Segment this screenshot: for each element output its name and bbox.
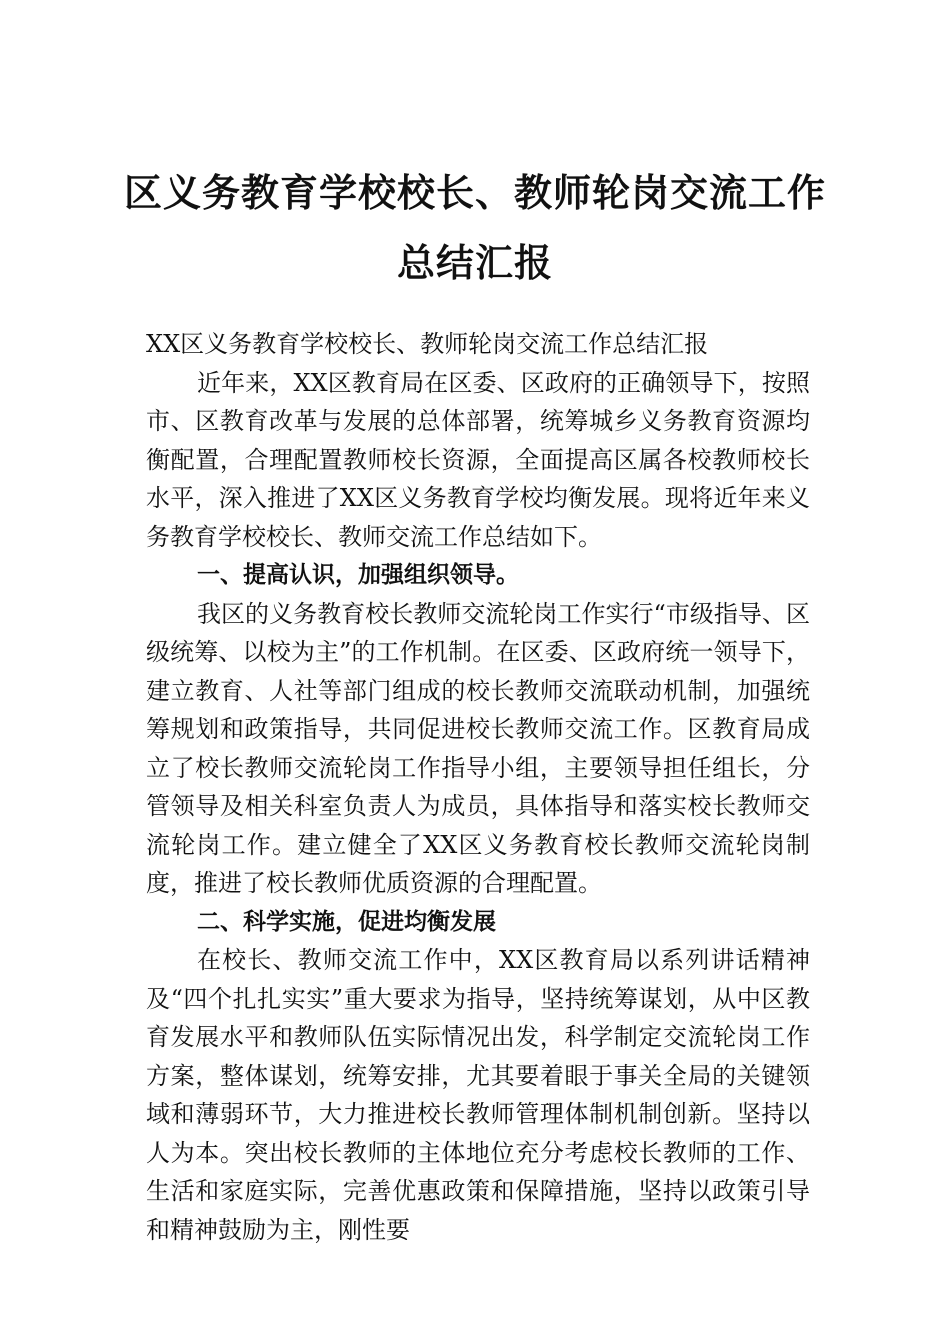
- section-heading-1: 一、提高认识，加强组织领导。: [197, 562, 519, 588]
- section-1-paragraph: 我区的义务教育校长教师交流轮岗工作实行“市级指导、区级统筹、以校为主”的工作机制。在区委、区政府统一领导下，建立教育、人社等部门组成的校长教师交流联动机制，加强统筹规划和政策指导，共同促进校长教师交流工作。区教育局成立了校长教师交流轮岗工作指导小组，主要领导担任组长，分管领导及相关科室负责人为成员，具体指导和落实校长教师交流轮岗工作。建立健全了XX区义务教育校长教师交流轮岗制度，推进了校长教师优质资源的合理配置。: [146, 599, 810, 897]
- document-subtitle-paragraph: XX区义务教育学校校长、教师轮岗交流工作总结汇报: [146, 330, 709, 358]
- section-2-paragraph: 在校长、教师交流工作中，XX区教育局以系列讲话精神及“四个扎扎实实”重大要求为指导，坚持统筹谋划，从中区教育发展水平和教师队伍实际情况出发，科学制定交流轮岗工作方案，整体谋划，统筹安排，尤其要着眼于事关全局的关键领域和薄弱环节，大力推进校长教师管理体制机制创新。坚持以人为本。突出校长教师的主体地位充分考虑校长教师的工作、生活和家庭实际，完善优惠政策和保障措施，坚持以政策引导和精神鼓励为主，刚性要: [146, 946, 810, 1244]
- document-title-line-2: 总结汇报: [396, 241, 553, 285]
- intro-paragraph: 近年来，XX区教育局在区委、区政府的正确领导下，按照市、区教育改革与发展的总体部署，统筹城乡义务教育资源均衡配置，合理配置教师校长资源，全面提高区属各校教师校长水平，深入推进了XX区义务教育学校均衡发展。现将近年来义务教育学校校长、教师交流工作总结如下。: [146, 368, 810, 551]
- document-title-line-1: 区义务教育学校校长、教师轮岗交流工作: [123, 171, 826, 215]
- section-heading-2: 二、科学实施，促进均衡发展: [197, 908, 496, 935]
- document-body: [146, 325, 810, 1249]
